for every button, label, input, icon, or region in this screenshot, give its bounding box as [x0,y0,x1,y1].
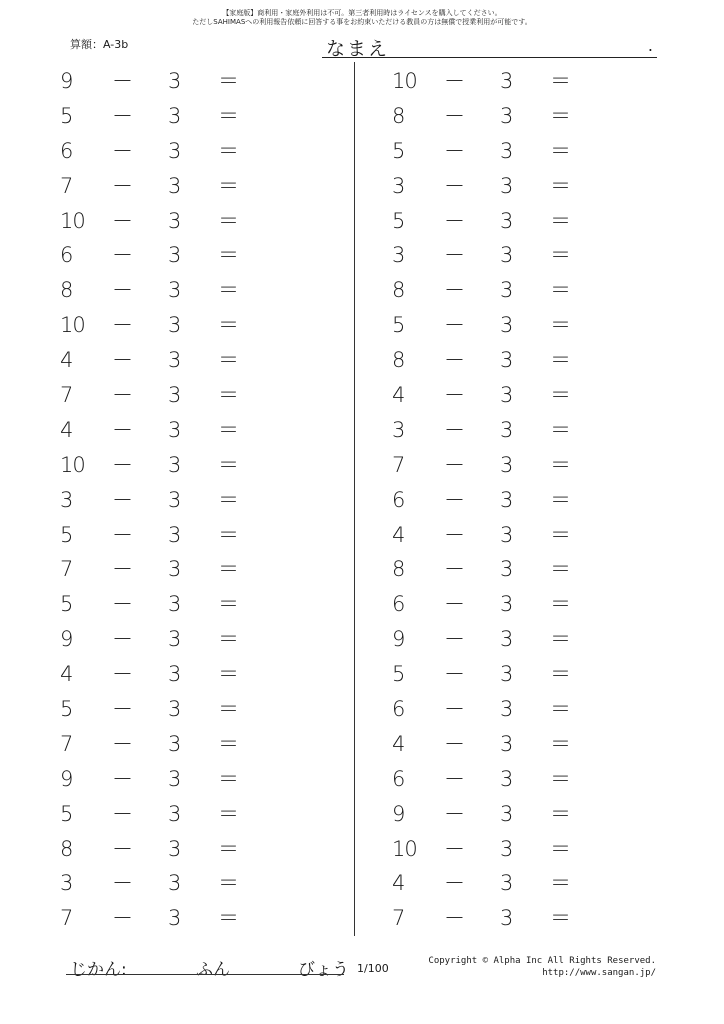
equals-sign: ＝ [218,697,239,722]
problem-row [392,204,592,239]
minuend: 6 [60,243,73,268]
problem-row [392,552,592,587]
minuend: 9 [60,627,73,652]
minus-sign: － [112,871,133,896]
problem-row [392,587,592,622]
equals-sign: ＝ [218,173,239,198]
equals-sign: ＝ [550,313,571,338]
subtrahend: 3 [168,417,182,442]
problem-row [60,99,260,134]
equals-sign: ＝ [550,278,571,303]
equals-sign: ＝ [218,662,239,687]
name-field [322,32,657,58]
minus-sign: － [444,522,465,547]
equals-sign: ＝ [218,906,239,931]
minuend: 4 [392,522,405,547]
subtrahend: 3 [500,557,514,582]
subtrahend: 3 [168,522,182,547]
minuend: 10 [60,208,85,233]
minus-sign: － [112,383,133,408]
problem-row [392,448,592,483]
minuend: 5 [392,662,405,687]
equals-sign: ＝ [550,766,571,791]
problem-row [392,169,592,204]
minus-sign: － [444,766,465,791]
equals-sign: ＝ [550,138,571,163]
problem-row [60,64,260,99]
minuend: 9 [392,627,405,652]
license-notice-line-2: ただしSAHIMASへの利用報告依頼に回答する事をお約束いただける教員の方は無償で授業利用が可能です。 [192,18,532,26]
equals-sign: ＝ [550,173,571,198]
minus-sign: － [444,801,465,826]
equals-sign: ＝ [550,592,571,617]
minus-sign: － [112,348,133,373]
problem-row [60,797,260,832]
minuend: 9 [60,69,73,93]
equals-sign: ＝ [218,452,239,477]
subtrahend: 3 [500,906,514,931]
problem-row [392,622,592,657]
minus-sign: － [112,487,133,512]
subtrahend: 3 [500,348,514,373]
minuend: 7 [60,906,73,931]
subtrahend: 3 [500,313,514,338]
minuend: 3 [60,487,73,512]
subtrahend: 3 [500,871,514,896]
subtrahend: 3 [500,173,514,198]
equals-sign: ＝ [218,592,239,617]
subtrahend: 3 [500,522,514,547]
subtrahend: 3 [500,592,514,617]
subtrahend: 3 [500,452,514,477]
minuend: 5 [60,522,73,547]
minus-sign: － [444,906,465,931]
license-notice-line-1: 【家庭版】商利用・家庭外利用は不可。第三者利用時はライセンスを購入してください。 [222,9,502,17]
equals-sign: ＝ [218,871,239,896]
subtrahend: 3 [168,138,182,163]
subtrahend: 3 [168,243,182,268]
time-label: じかん: [70,960,127,980]
minus-sign: － [112,662,133,687]
equals-sign: ＝ [550,627,571,652]
minuend: 5 [60,592,73,617]
subtrahend: 3 [168,801,182,826]
subtrahend: 3 [168,592,182,617]
minuend: 5 [60,103,73,128]
problem-row [392,692,592,727]
minus-sign: － [444,138,465,163]
problem-row [60,169,260,204]
minuend: 5 [60,801,73,826]
minus-sign: － [444,452,465,477]
subtrahend: 3 [500,69,514,93]
subtrahend: 3 [168,487,182,512]
minus-sign: － [112,452,133,477]
minus-sign: － [444,836,465,861]
problem-row [60,378,260,413]
minus-sign: － [444,173,465,198]
minuend: 5 [60,697,73,722]
minuend: 4 [60,348,73,373]
minuend: 5 [392,138,405,163]
problem-row [392,64,592,99]
problem-row [60,448,260,483]
problem-row [392,483,592,518]
problem-row [60,273,260,308]
subtrahend: 3 [500,662,514,687]
name-end-mark: . [647,36,653,55]
equals-sign: ＝ [550,906,571,931]
problem-row [60,901,260,936]
problem-row [60,762,260,797]
problem-row [60,832,260,867]
minus-sign: － [444,383,465,408]
minus-sign: － [444,592,465,617]
problem-row [60,204,260,239]
minus-sign: － [444,557,465,582]
problem-row [392,378,592,413]
equals-sign: ＝ [218,383,239,408]
problem-row [392,866,592,901]
subtrahend: 3 [168,697,182,722]
problem-row [392,238,592,273]
problem-row [60,134,260,169]
minuend: 8 [60,836,73,861]
minuend: 4 [392,731,405,756]
subtrahend: 3 [168,731,182,756]
minus-sign: － [444,487,465,512]
equals-sign: ＝ [218,731,239,756]
minus-sign: － [444,627,465,652]
subtrahend: 3 [500,103,514,128]
minuend: 8 [392,103,405,128]
problem-row [392,343,592,378]
time-underline [66,974,344,975]
subtrahend: 3 [500,243,514,268]
minuend: 6 [60,138,73,163]
site-url: http://www.sangan.jp/ [542,968,656,978]
equals-sign: ＝ [218,69,239,93]
minus-sign: － [444,348,465,373]
problem-row [60,483,260,518]
minus-sign: － [112,138,133,163]
minus-sign: － [444,243,465,268]
subtrahend: 3 [500,138,514,163]
copyright-text: Copyright © Alpha Inc All Rights Reserved. [428,956,656,966]
minuend: 9 [392,801,405,826]
equals-sign: ＝ [550,557,571,582]
problem-row [392,901,592,936]
problem-row [60,518,260,553]
subtrahend: 3 [500,417,514,442]
subtrahend: 3 [500,836,514,861]
minus-sign: － [112,627,133,652]
minuend: 3 [60,871,73,896]
equals-sign: ＝ [550,243,571,268]
problem-row [392,273,592,308]
equals-sign: ＝ [218,243,239,268]
minus-sign: － [112,906,133,931]
minus-sign: － [112,801,133,826]
subtrahend: 3 [500,731,514,756]
minuend: 6 [392,766,405,791]
subtrahend: 3 [500,627,514,652]
minuend: 5 [392,208,405,233]
minuend: 4 [60,662,73,687]
problem-row [60,343,260,378]
subtrahend: 3 [500,208,514,233]
problem-row [60,308,260,343]
equals-sign: ＝ [218,766,239,791]
minuend: 7 [392,452,405,477]
seconds-label: びょう [298,960,349,980]
minuend: 10 [60,452,85,477]
minuend: 7 [60,383,73,408]
equals-sign: ＝ [550,871,571,896]
subtrahend: 3 [168,313,182,338]
subtrahend: 3 [168,766,182,791]
column-divider [354,62,355,936]
problem-row [392,134,592,169]
minuend: 5 [392,313,405,338]
problem-row [392,413,592,448]
equals-sign: ＝ [550,487,571,512]
equals-sign: ＝ [550,836,571,861]
minus-sign: － [112,836,133,861]
subtrahend: 3 [168,383,182,408]
equals-sign: ＝ [550,731,571,756]
subtrahend: 3 [168,173,182,198]
minus-sign: － [112,278,133,303]
minus-sign: － [112,522,133,547]
subtrahend: 3 [168,906,182,931]
subtrahend: 3 [168,452,182,477]
worksheet-id: 算額：A-3b [70,38,129,51]
problem-row [392,657,592,692]
equals-sign: ＝ [218,417,239,442]
subtrahend: 3 [168,836,182,861]
name-label: なまえ [326,38,390,60]
minuend: 7 [60,173,73,198]
equals-sign: ＝ [218,557,239,582]
subtrahend: 3 [168,627,182,652]
minus-sign: － [444,278,465,303]
minus-sign: － [444,103,465,128]
equals-sign: ＝ [218,348,239,373]
minuend: 10 [392,69,417,93]
minuend: 4 [60,417,73,442]
minuend: 8 [392,278,405,303]
minus-sign: － [112,313,133,338]
problem-row [60,692,260,727]
minuend: 7 [60,557,73,582]
minuend: 8 [60,278,73,303]
minus-sign: － [444,697,465,722]
equals-sign: ＝ [218,522,239,547]
subtrahend: 3 [168,348,182,373]
minuend: 7 [392,906,405,931]
problem-row [392,832,592,867]
equals-sign: ＝ [550,522,571,547]
subtrahend: 3 [168,103,182,128]
minus-sign: － [112,243,133,268]
minus-sign: － [112,417,133,442]
subtrahend: 3 [168,69,182,93]
problem-row [392,308,592,343]
minuend: 7 [60,731,73,756]
problem-column-right [392,64,592,936]
minus-sign: － [112,766,133,791]
copyright-block [428,955,656,979]
minus-sign: － [112,557,133,582]
subtrahend: 3 [500,801,514,826]
minus-sign: － [444,871,465,896]
subtrahend: 3 [168,662,182,687]
minuend: 9 [60,766,73,791]
minuend: 4 [392,871,405,896]
equals-sign: ＝ [550,348,571,373]
minus-sign: － [444,208,465,233]
minus-sign: － [112,208,133,233]
problem-row [60,727,260,762]
problem-row [392,518,592,553]
problem-row [60,657,260,692]
equals-sign: ＝ [218,138,239,163]
page-number: 1/100 [357,962,389,975]
subtrahend: 3 [168,557,182,582]
equals-sign: ＝ [550,383,571,408]
minuend: 3 [392,243,405,268]
problem-row [60,866,260,901]
equals-sign: ＝ [550,452,571,477]
equals-sign: ＝ [218,801,239,826]
equals-sign: ＝ [550,801,571,826]
problem-row [392,797,592,832]
minus-sign: － [444,313,465,338]
equals-sign: ＝ [218,103,239,128]
problem-row [392,762,592,797]
equals-sign: ＝ [550,662,571,687]
minus-sign: － [444,731,465,756]
problem-row [60,587,260,622]
minutes-label: ふん [196,960,230,980]
equals-sign: ＝ [550,417,571,442]
problem-row [60,238,260,273]
minuend: 3 [392,173,405,198]
minus-sign: － [112,697,133,722]
minuend: 10 [60,313,85,338]
equals-sign: ＝ [218,313,239,338]
subtrahend: 3 [500,383,514,408]
minus-sign: － [444,417,465,442]
equals-sign: ＝ [218,487,239,512]
equals-sign: ＝ [218,278,239,303]
equals-sign: ＝ [550,697,571,722]
minuend: 3 [392,417,405,442]
minus-sign: － [112,731,133,756]
equals-sign: ＝ [550,208,571,233]
problem-row [60,622,260,657]
minus-sign: － [112,69,133,93]
minuend: 6 [392,697,405,722]
equals-sign: ＝ [550,103,571,128]
problem-column-left [60,64,260,936]
equals-sign: ＝ [218,836,239,861]
minuend: 10 [392,836,417,861]
equals-sign: ＝ [218,208,239,233]
problem-row [392,727,592,762]
minus-sign: － [112,592,133,617]
problem-row [392,99,592,134]
subtrahend: 3 [500,766,514,791]
problem-row [60,413,260,448]
subtrahend: 3 [168,208,182,233]
subtrahend: 3 [500,278,514,303]
subtrahend: 3 [168,871,182,896]
subtrahend: 3 [500,697,514,722]
minus-sign: － [444,69,465,93]
minus-sign: － [444,662,465,687]
minus-sign: － [112,103,133,128]
equals-sign: ＝ [550,69,571,93]
minus-sign: － [112,173,133,198]
minuend: 8 [392,348,405,373]
subtrahend: 3 [500,487,514,512]
minuend: 6 [392,487,405,512]
minuend: 8 [392,557,405,582]
equals-sign: ＝ [218,627,239,652]
minuend: 6 [392,592,405,617]
subtrahend: 3 [168,278,182,303]
minuend: 4 [392,383,405,408]
problem-row [60,552,260,587]
